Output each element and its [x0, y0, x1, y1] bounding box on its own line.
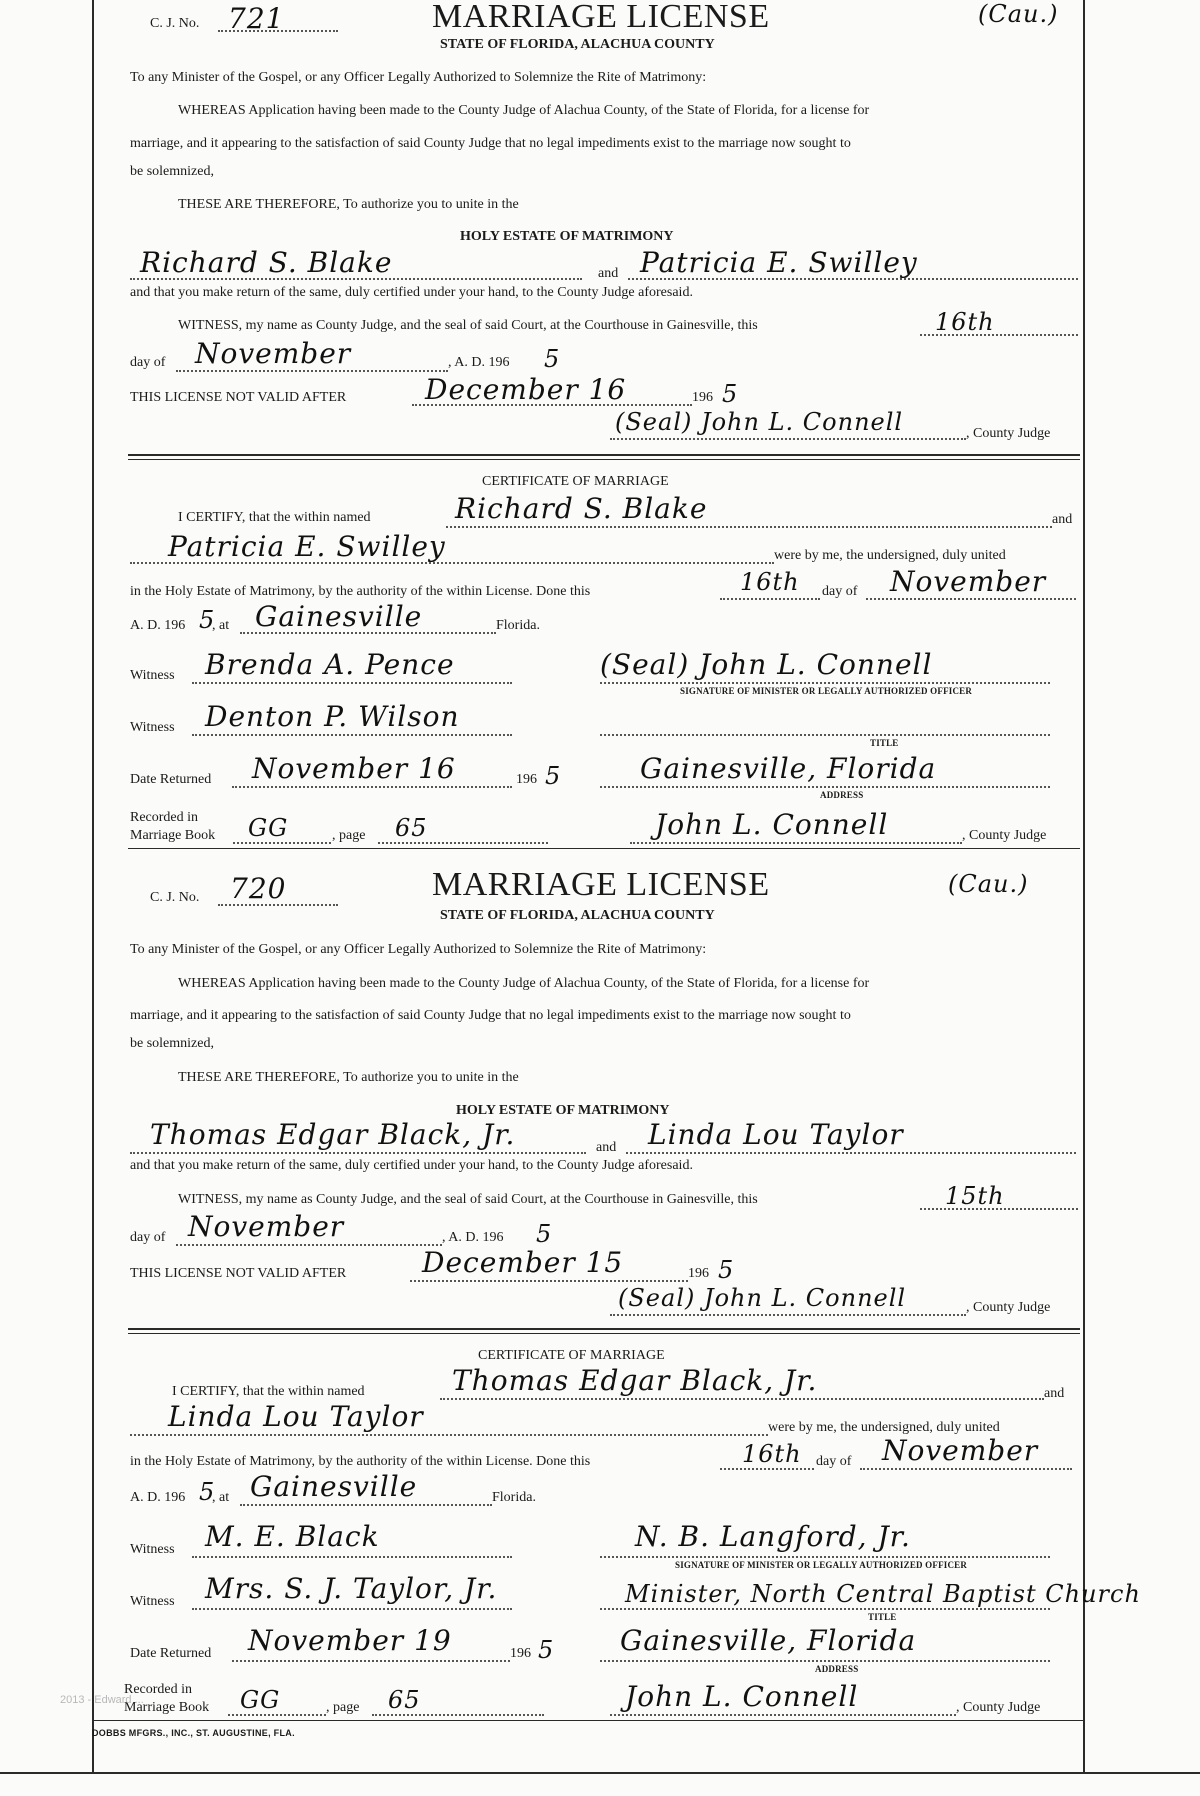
not-valid-label: THIS LICENSE NOT VALID AFTER [130, 1266, 347, 1281]
return-line: and that you make return of the same, duly certified under your hand, to the County Judge aforesaid. [130, 1158, 693, 1173]
return-line: and that you make return of the same, duly certified under your hand, to the County Judge aforesaid. [130, 285, 693, 300]
title-caption: TITLE [868, 1612, 897, 1622]
date-returned-year-digit: 5 [545, 762, 562, 790]
certificate-title: CERTIFICATE OF MARRIAGE [482, 474, 669, 489]
in-the-holy: in the Holy Estate of Matrimony, by the authority of the within License. Done this [130, 1454, 591, 1469]
florida-label: Florida. [492, 1490, 536, 1505]
cj-no-label: C. J. No. [150, 890, 200, 905]
left-border [92, 0, 94, 1772]
recorder-county-judge: , County Judge [962, 828, 1047, 843]
bride-name: Linda Lou Taylor [648, 1118, 904, 1151]
ad-label: , A. D. 196 [442, 1230, 504, 1245]
witness2: Denton P. Wilson [205, 700, 460, 733]
year-digit: 5 [544, 345, 561, 373]
certificate-title: CERTIFICATE OF MARRIAGE [478, 1348, 665, 1363]
witness2-label: Witness [130, 1594, 175, 1609]
book: GG [248, 814, 289, 842]
marriage-book-label: Marriage Book [124, 1700, 210, 1715]
page-label: , page [332, 828, 366, 843]
whereas-line-1: WHEREAS Application having been made to the County Judge of Alachua County, of the State of Florida, for a license for [178, 103, 870, 118]
month: November [188, 1210, 345, 1243]
cj-no-value: 720 [230, 872, 287, 905]
witness-line: WITNESS, my name as County Judge, and the seal of said Court, at the Courthouse in Gainesville, this [178, 318, 758, 333]
done-year-digit: 5 [199, 1478, 216, 1506]
these-are-line: THESE ARE THEREFORE, To authorize you to unite in the [178, 1070, 519, 1085]
witness-day: 16th [935, 308, 995, 336]
recorded-in-label: Recorded in [124, 1682, 193, 1697]
watermark: 2013 - Edward ... [60, 1694, 144, 1706]
date-returned-label: Date Returned [130, 772, 212, 787]
groom-name: Richard S. Blake [140, 246, 393, 279]
done-day: 16th [742, 1440, 802, 1468]
witness-day: 15th [945, 1182, 1005, 1210]
and-text: and [596, 1140, 617, 1155]
were-by-me: were by me, the undersigned, duly united [768, 1420, 1000, 1435]
printer-credit: DOBBS MFGRS., INC., ST. AUGUSTINE, FLA. [92, 1728, 295, 1738]
cj-no-value: 721 [228, 2, 285, 35]
witness2: Mrs. S. J. Taylor, Jr. [205, 1572, 498, 1605]
cj-no-label: C. J. No. [150, 16, 200, 31]
and-text: and [598, 266, 619, 281]
bride-name: Patricia E. Swilley [640, 246, 918, 279]
to-any-line: To any Minister of the Gospel, or any Officer Legally Authorized to Solemnize the Rite of Matrimony: [130, 70, 707, 85]
day-of-label: day of [130, 355, 166, 370]
cert-bride: Patricia E. Swilley [168, 530, 446, 563]
witness2-label: Witness [130, 720, 175, 735]
not-valid-year: 196 [688, 1266, 709, 1281]
date-returned-year: 196 [516, 772, 537, 787]
and-end: and [1044, 1386, 1065, 1401]
corner-note: (Cau.) [978, 0, 1059, 28]
not-valid-year-digit: 5 [718, 1256, 735, 1284]
sig-caption: SIGNATURE OF MINISTER OR LEGALLY AUTHORIZED OFFICER [675, 1560, 968, 1570]
i-certify: I CERTIFY, that the within named [178, 510, 371, 525]
recorder-signature: John L. Connell [625, 1680, 859, 1713]
judge-signature: (Seal) John L. Connell [615, 408, 904, 436]
recorded-in-label: Recorded in [130, 810, 199, 825]
officer-signature: (Seal) John L. Connell [600, 648, 933, 681]
done-month: November [882, 1434, 1039, 1467]
groom-name: Thomas Edgar Black, Jr. [150, 1118, 516, 1151]
book: GG [240, 1686, 281, 1714]
done-day: 16th [740, 568, 800, 596]
at-label: , at [212, 1490, 230, 1505]
not-valid-date: December 15 [422, 1246, 624, 1279]
county-judge-label: , County Judge [966, 426, 1051, 441]
corner-note: (Cau.) [948, 870, 1029, 898]
not-valid-year: 196 [692, 390, 713, 405]
page-value: 65 [395, 814, 428, 842]
judge-signature: (Seal) John L. Connell [618, 1284, 907, 1312]
address-caption: ADDRESS [820, 790, 864, 800]
date-returned: November 19 [248, 1624, 452, 1657]
state-county: STATE OF FLORIDA, ALACHUA COUNTY [440, 37, 715, 52]
witness1: M. E. Black [205, 1520, 380, 1553]
state-county: STATE OF FLORIDA, ALACHUA COUNTY [440, 908, 715, 923]
witness1-label: Witness [130, 1542, 175, 1557]
not-valid-date: December 16 [425, 373, 627, 406]
officer-address: Gainesville, Florida [620, 1624, 917, 1657]
whereas-line-2: marriage, and it appearing to the satisfaction of said County Judge that no legal impediments exist to the marriage now sought to [130, 136, 851, 151]
ad-label: , A. D. 196 [448, 355, 510, 370]
day-of-label: day of [130, 1230, 166, 1245]
date-returned: November 16 [252, 752, 456, 785]
county-judge-label: , County Judge [966, 1300, 1051, 1315]
not-valid-label: THIS LICENSE NOT VALID AFTER [130, 390, 347, 405]
page-value: 65 [388, 1686, 421, 1714]
cert-day-of: day of [816, 1454, 852, 1469]
witness-line: WITNESS, my name as County Judge, and the seal of said Court, at the Courthouse in Gainesville, this [178, 1192, 758, 1207]
cert-groom: Thomas Edgar Black, Jr. [452, 1364, 818, 1397]
right-border [1083, 0, 1085, 1772]
officer-signature: N. B. Langford, Jr. [635, 1520, 911, 1553]
these-are-line: THESE ARE THEREFORE, To authorize you to unite in the [178, 197, 519, 212]
and-end: and [1052, 512, 1073, 527]
holy-estate-heading: HOLY ESTATE OF MATRIMONY [460, 229, 674, 244]
in-the-holy: in the Holy Estate of Matrimony, by the authority of the within License. Done this [130, 584, 591, 599]
address-caption: ADDRESS [815, 1664, 859, 1674]
whereas-line-1: WHEREAS Application having been made to the County Judge of Alachua County, of the State of Florida, for a license for [178, 976, 870, 991]
license-title: MARRIAGE LICENSE [432, 0, 770, 35]
place: Gainesville [255, 600, 423, 633]
cert-day-of: day of [822, 584, 858, 599]
officer-title: Minister, North Central Baptist Church [625, 1580, 1141, 1608]
whereas-line-3: be solemnized, [130, 1036, 214, 1051]
witness1-label: Witness [130, 668, 175, 683]
recorder-signature: John L. Connell [655, 808, 889, 841]
at-label: , at [212, 618, 230, 633]
done-year-digit: 5 [199, 606, 216, 634]
whereas-line-2: marriage, and it appearing to the satisfaction of said County Judge that no legal impediments exist to the marriage now sought to [130, 1008, 851, 1023]
divider [128, 454, 1080, 456]
florida-label: Florida. [496, 618, 540, 633]
cert-groom: Richard S. Blake [455, 492, 708, 525]
marriage-book-label: Marriage Book [130, 828, 216, 843]
ad-prefix: A. D. 196 [130, 1490, 186, 1505]
place: Gainesville [250, 1470, 418, 1503]
cert-bride: Linda Lou Taylor [168, 1400, 424, 1433]
sig-caption: SIGNATURE OF MINISTER OR LEGALLY AUTHORIZED OFFICER [680, 686, 973, 696]
page-label: , page [326, 1700, 360, 1715]
bottom-border [0, 1772, 1200, 1774]
ad-prefix: A. D. 196 [130, 618, 186, 633]
whereas-line-3: be solemnized, [130, 164, 214, 179]
holy-estate-heading: HOLY ESTATE OF MATRIMONY [456, 1103, 670, 1118]
i-certify: I CERTIFY, that the within named [172, 1384, 365, 1399]
title-caption: TITLE [870, 738, 899, 748]
done-month: November [890, 565, 1047, 598]
not-valid-year-digit: 5 [722, 380, 739, 408]
date-returned-year: 196 [510, 1646, 531, 1661]
officer-address: Gainesville, Florida [640, 752, 937, 785]
date-returned-year-digit: 5 [538, 1636, 555, 1664]
year-digit: 5 [536, 1220, 553, 1248]
witness1: Brenda A. Pence [205, 648, 455, 681]
date-returned-label: Date Returned [130, 1646, 212, 1661]
recorder-county-judge: , County Judge [956, 1700, 1041, 1715]
were-by-me: were by me, the undersigned, duly united [774, 548, 1006, 563]
month: November [195, 337, 352, 370]
divider [128, 1328, 1080, 1330]
to-any-line: To any Minister of the Gospel, or any Officer Legally Authorized to Solemnize the Rite of Matrimony: [130, 942, 707, 957]
license-title: MARRIAGE LICENSE [432, 866, 770, 903]
